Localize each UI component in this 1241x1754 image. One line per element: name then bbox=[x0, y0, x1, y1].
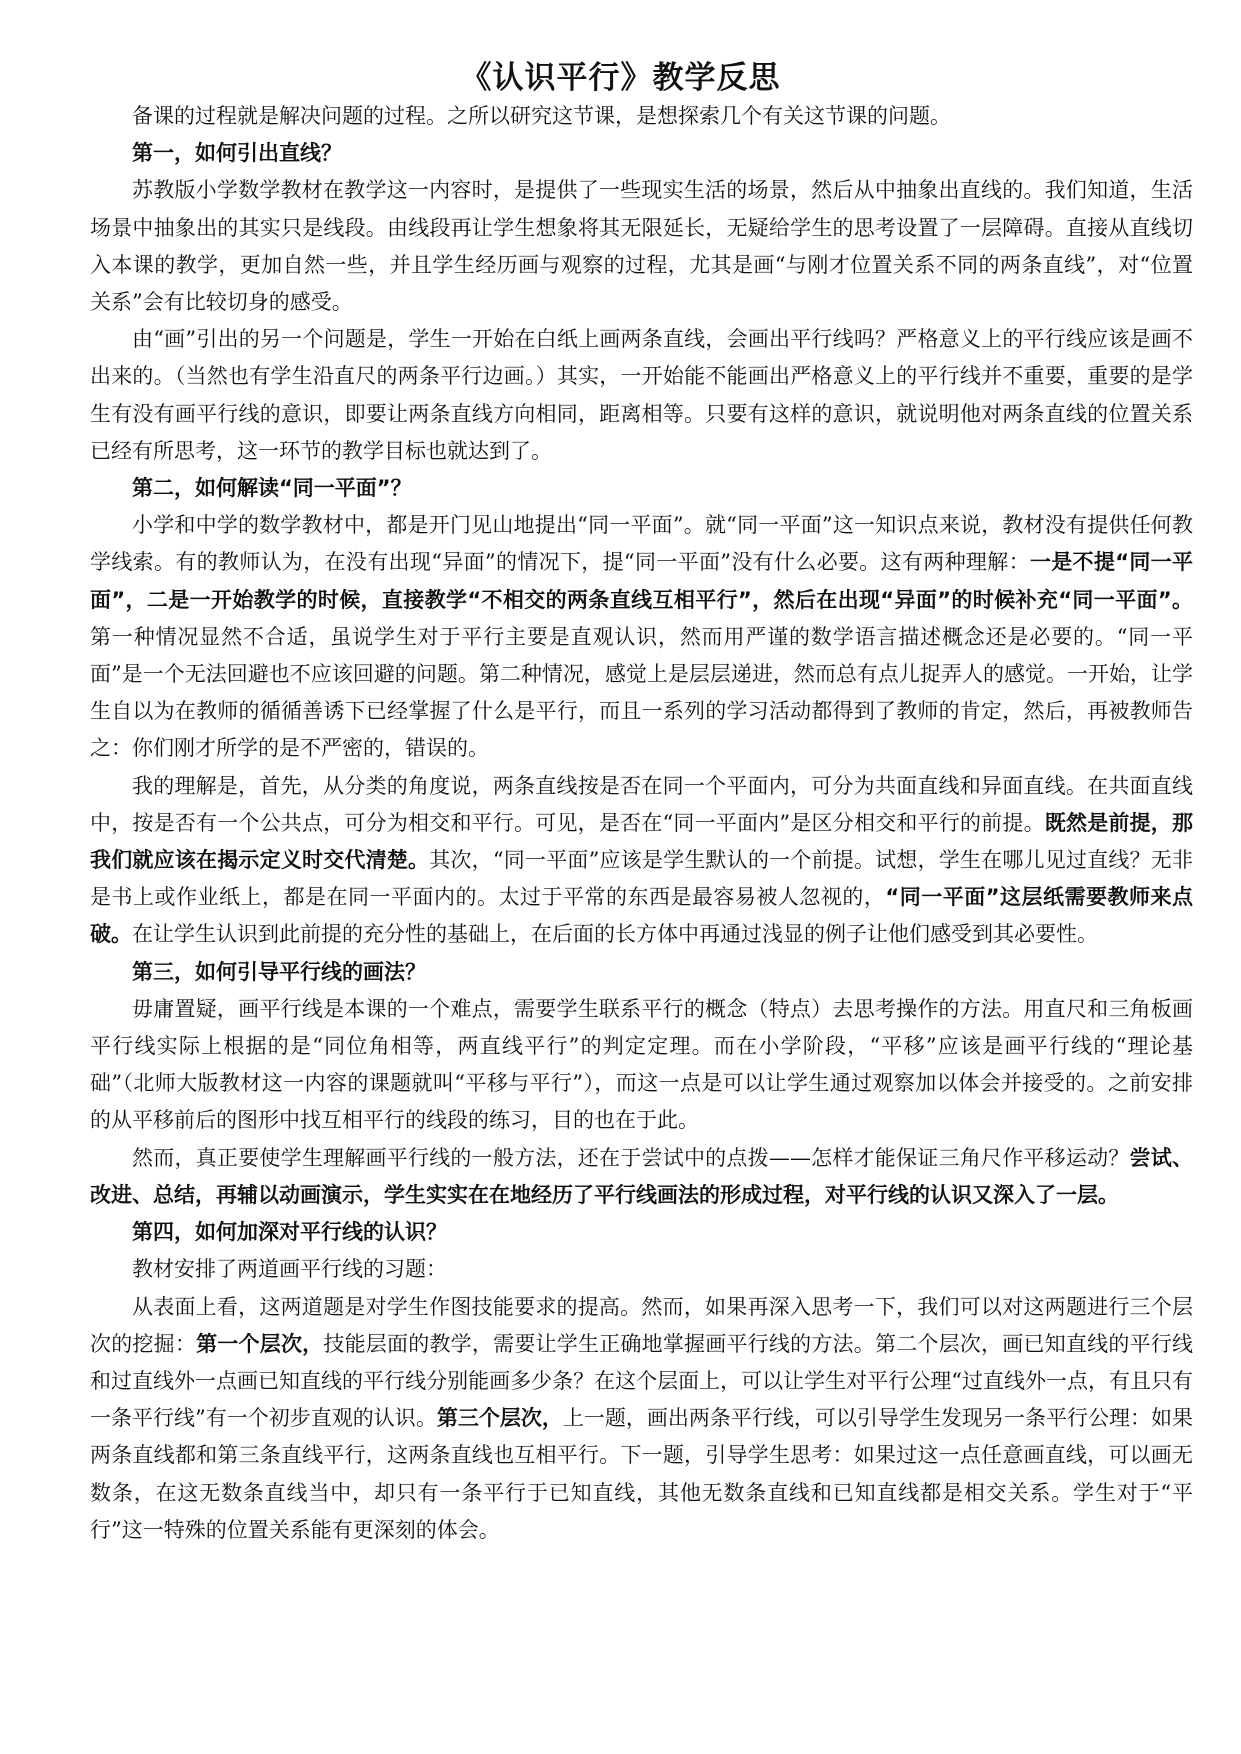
section4-p2-text-c: 技能层面的教学，需要让学生正确地掌握画平行线的方法。第二个层次，画已知直线的平行线和过直线外一点画已知直线的平行线分别能画多少条？在这个层面上，可以让学生对平行公理“过直线外一点，有且只有一条平行线”有一个初步直观的认识。 bbox=[90, 1331, 1193, 1431]
section2-p2-emphasis-2: “同一平面”这层纸需要教师来点破。 bbox=[90, 885, 1193, 947]
section2-p2-text-a: 我的理解是，首先，从分类的角度说，两条直线按是否在同一个平面内，可分为共面直线和异面直线。在共面直线中，按是否有一个公共点，可分为相交和平行。可见，是否在“同一平面内”是区分相交和平行的前提。 bbox=[90, 773, 1193, 835]
section4-heading: 第四，如何加深对平行线的认识？ bbox=[132, 1220, 447, 1245]
section4-paragraph-2 bbox=[90, 1289, 1193, 1549]
section3-p2-emphasis: 尝试、改进、总结，再辅以动画演示，学生实实在在地经历了平行线画法的形成过程，对平行线的认识又深入了一层。 bbox=[90, 1145, 1194, 1207]
section3-paragraph-1: 毋庸置疑，画平行线是本课的一个难点，需要学生联系平行的概念（特点）去思考操作的方法。用直尺和三角板画平行线实际上根据的是“同位角相等，两直线平行”的判定定理。而在小学阶段，“平移”应该是画平行线的“理论基础”（北师大版教材这一内容的课题就叫“平移与平行”），而这一点是可以让学生通过观察加以体会并接受的。之前安排的从平移前后的图形中找互相平行的线段的练习，目的也在于此。 bbox=[90, 996, 1193, 1133]
section1-heading: 第一，如何引出直线？ bbox=[132, 141, 342, 166]
section2-paragraph-2 bbox=[90, 768, 1193, 954]
section4-p2-emphasis-1: 第一个层次， bbox=[196, 1331, 324, 1356]
section4-paragraph-1: 教材安排了两道画平行线的习题： bbox=[132, 1257, 447, 1282]
section2-p2-text-e: 在让学生认识到此前提的充分性的基础上，在后面的长方体中再通过浅显的例子让他们感受到其必要性。 bbox=[132, 922, 1098, 947]
section2-p2-text-c: 其次，“同一平面”应该是学生默认的一个前提。试想，学生在哪儿见过直线？无非是书上或作业纸上，都是在同一平面内的。太过于平常的东西是最容易被人忽视的， bbox=[90, 848, 1194, 910]
section4-p2-text-e: 上一题，画出两条平行线，可以引导学生发现另一条平行公理：如果两条直线都和第三条直线平行，这两条直线也互相平行。下一题，引导学生思考：如果过这一点任意画直线，可以画无数条，在这无数条直线当中，却只有一条平行于已知直线，其他无数条直线和已知直线都是相交关系。学生对于“平行”这一特殊的位置关系能有更深刻的体会。 bbox=[90, 1406, 1194, 1542]
document-body bbox=[90, 98, 1193, 1549]
section3-heading: 第三，如何引导平行线的画法？ bbox=[132, 959, 426, 984]
section2-p1-text-c: 第一种情况显然不合适，虽说学生对于平行主要是直观认识，然而用严谨的数学语言描述概念还是必要的。“同一平面”是一个无法回避也不应该回避的问题。第二种情况，感觉上是层层递进，然而总有点儿捉弄人的感觉。一开始，让学生自以为在教师的循循善诱下已经掌握了什么是平行，而且一系列的学习活动都得到了教师的肯定，然后，再被教师告之：你们刚才所学的是不严密的，错误的。 bbox=[90, 624, 1193, 761]
section2-p1-emphasis: 一是不提“同一平面”，二是一开始教学的时候，直接教学“不相交的两条直线互相平行”，然后在出现“异面”的时候补充“同一平面”。 bbox=[90, 550, 1193, 612]
document-title: 《认识平行》教学反思 bbox=[460, 60, 781, 96]
section2-heading: 第二，如何解读“同一平面”？ bbox=[132, 476, 412, 501]
section2-p2-emphasis-1: 既然是前提，那我们就应该在揭示定义时交代清楚。 bbox=[90, 810, 1194, 873]
section1-paragraph-2: 由“画”引出的另一个问题是，学生一开始在白纸上画两条直线，会画出平行线吗？严格意义上的平行线应该是画不出来的。（当然也有学生沿直尺的两条平行边画。）其实，一开始能不能画出严格意义上的平行线并不重要，重要的是学生有没有画平行线的意识，即要让两条直线方向相同，距离相等。只要有这样的意识，就说明他对两条直线的位置关系已经有所思考，这一环节的教学目标也就达到了。 bbox=[90, 327, 1193, 463]
intro-paragraph: 备课的过程就是解决问题的过程。之所以研究这节课，是想探索几个有关这节课的问题。 bbox=[132, 104, 951, 128]
section3-p2-text-a: 然而，真正要使学生理解画平行线的一般方法，还在于尝试中的点拨——怎样才能保证三角尺作平移运动？ bbox=[132, 1145, 1130, 1170]
section4-p2-text-a: 从表面上看，这两道题是对学生作图技能要求的提高。然而，如果再深入思考一下，我们可以对这两题进行三个层次的挖掘： bbox=[90, 1294, 1193, 1356]
section2-p1-text-a: 小学和中学的数学教材中，都是开门见山地提出“同一平面”。就“同一平面”这一知识点来说，教材没有提供任何教学线索。有的教师认为，在没有出现“异面”的情况下，提“同一平面”没有什么必要。这有两种理解： bbox=[90, 513, 1193, 575]
section2-paragraph-1 bbox=[90, 507, 1193, 767]
section1-paragraph-1: 苏教版小学数学教材在教学这一内容时，是提供了一些现实生活的场景，然后从中抽象出直线的。我们知道，生活场景中抽象出的其实只是线段。由线段再让学生想象将其无限延长，无疑给学生的思考设置了一层障碍。直接从直线切入本课的教学，更加自然一些，并且学生经历画与观察的过程，尤其是画“与刚才位置关系不同的两条直线”，对“位置关系”会有比较切身的感受。 bbox=[90, 178, 1193, 315]
section3-paragraph-2 bbox=[90, 1140, 1193, 1214]
section4-p2-emphasis-2: 第三个层次， bbox=[436, 1406, 563, 1431]
